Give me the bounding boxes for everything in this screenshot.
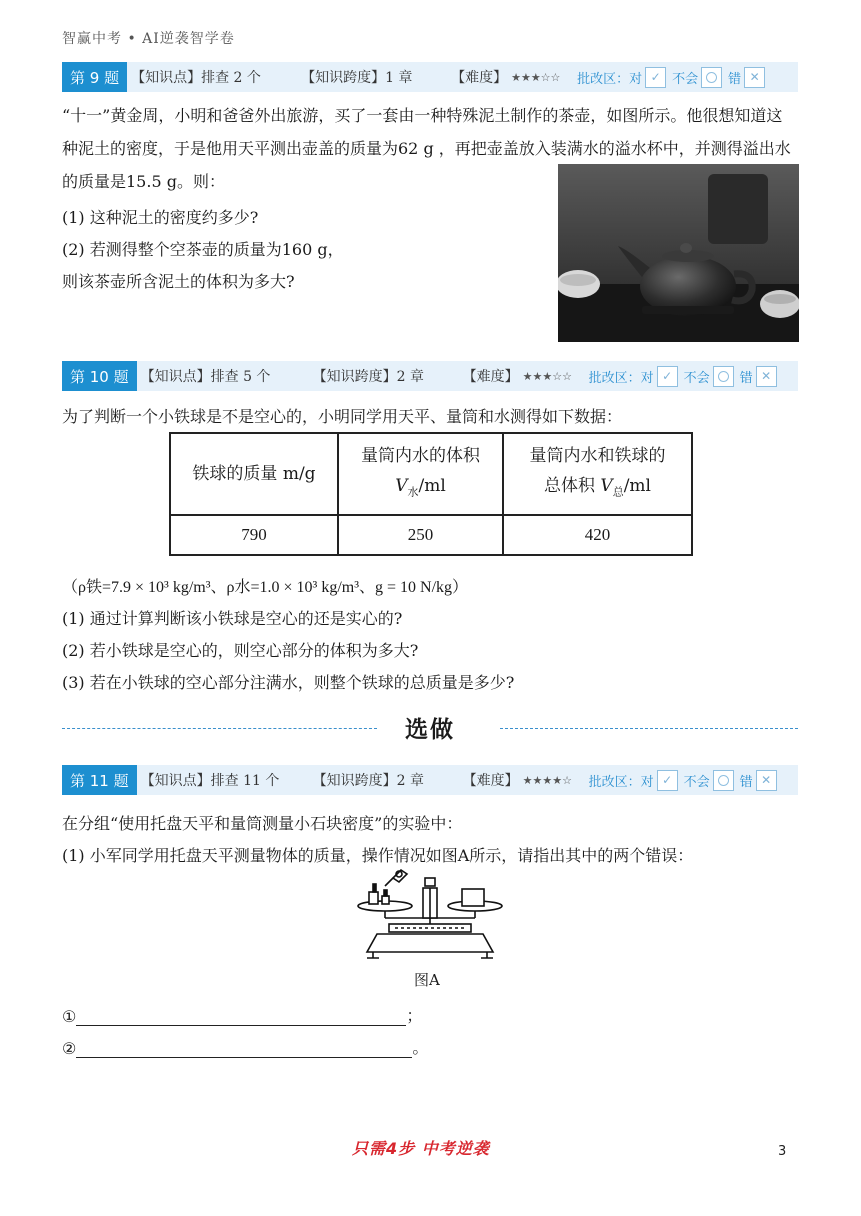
q11-intro: 在分组“使用托盘天平和量筒测量小石块密度”的实验中： <box>62 814 463 833</box>
difficulty-stars: ★★★★☆ <box>522 773 572 787</box>
balance-diagram <box>355 862 505 966</box>
difficulty-stars: ★★★☆☆ <box>522 369 572 383</box>
table-header-total-volume: 量筒内水和铁球的 总体积 $V_总/ml$ <box>503 433 692 515</box>
grading-unsure-label: 不会 <box>683 774 710 790</box>
difficulty-stars: ★★★☆☆ <box>511 70 561 84</box>
teapot-photo <box>558 164 799 342</box>
page-number: 3 <box>778 1144 787 1159</box>
difficulty-label: 【难度】 <box>462 773 519 789</box>
grading-right-label: 对 <box>629 71 643 87</box>
q11-span: 【知识跨度】2 章 <box>312 773 424 789</box>
question-10-bar <box>62 361 798 391</box>
grading-label: 批改区： <box>577 71 630 87</box>
grading-right-label: 对 <box>640 370 654 386</box>
q10-knowledge: 【知识点】排查 5 个 <box>140 369 271 385</box>
grading-label: 批改区： <box>588 774 641 790</box>
grading-area <box>589 770 783 791</box>
table-cell-mass: 790 <box>170 515 338 555</box>
grading-area <box>577 67 771 88</box>
q9-difficulty <box>451 67 577 87</box>
cross-icon[interactable]: ✕ <box>756 366 777 387</box>
q11-difficulty <box>463 770 589 790</box>
q10-intro: 为了判断一个小铁球是不是空心的，小明同学用天平、量筒和水测得如下数据： <box>62 407 623 426</box>
q11-knowledge: 【知识点】排查 11 个 <box>140 773 280 789</box>
grading-label: 批改区： <box>588 370 641 386</box>
answer-line-1[interactable] <box>76 1008 406 1026</box>
q9-sub3: 则该茶壶所含泥土的体积为多大? <box>62 272 295 291</box>
question-11-number: 第 11 题 <box>62 765 137 795</box>
divider-right <box>500 728 798 729</box>
divider-left <box>62 728 377 729</box>
grading-wrong-label: 错 <box>739 370 753 386</box>
q11-sub1: (1) 小军同学用托盘天平测量物体的质量，操作情况如图A所示，请指出其中的两个错误： <box>62 846 694 865</box>
grading-wrong-label: 错 <box>728 71 742 87</box>
circle-icon[interactable] <box>713 366 734 387</box>
question-9-bar <box>62 62 798 92</box>
answer-line-2[interactable] <box>76 1040 412 1058</box>
grading-right-label: 对 <box>640 774 654 790</box>
table-cell-water-volume: 250 <box>338 515 503 555</box>
cross-icon[interactable]: ✕ <box>744 67 765 88</box>
check-icon[interactable]: ✓ <box>657 366 678 387</box>
table-header-mass: 铁球的质量 m/g <box>170 433 338 515</box>
q10-sub1: (1) 通过计算判断该小铁球是空心的还是实心的? <box>62 609 403 628</box>
data-table <box>169 432 693 556</box>
grading-unsure-label: 不会 <box>683 370 710 386</box>
cross-icon[interactable]: ✕ <box>756 770 777 791</box>
table-header-water-volume: 量筒内水的体积 $V_水/ml$ <box>338 433 503 515</box>
answer-blank-1[interactable]: ① ； <box>62 1006 423 1026</box>
answer-blank-2[interactable]: ② 。 <box>62 1038 429 1058</box>
table-cell-total-volume: 420 <box>503 515 692 555</box>
table-header-row <box>170 433 692 515</box>
table-row <box>170 515 692 555</box>
circle-icon[interactable] <box>701 67 722 88</box>
question-9-number: 第 9 题 <box>62 62 127 92</box>
header-title: 智赢中考 • AI逆袭智学卷 <box>62 31 235 47</box>
q10-difficulty <box>463 366 589 386</box>
q10-constants: （ρ铁=7.9 × 10³ kg/m³、ρ水=1.0 × 10³ kg/m³、g = 10 N/kg） <box>62 579 469 596</box>
footer-logo: 只需4步 中考逆袭 <box>352 1139 490 1158</box>
figure-caption: 图A <box>414 971 440 989</box>
check-icon[interactable]: ✓ <box>657 770 678 791</box>
grading-wrong-label: 错 <box>739 774 753 790</box>
q9-sub1: (1) 这种泥土的密度约多少? <box>62 208 259 227</box>
difficulty-label: 【难度】 <box>451 70 508 86</box>
check-icon[interactable]: ✓ <box>645 67 666 88</box>
question-10-number: 第 10 题 <box>62 361 137 391</box>
difficulty-label: 【难度】 <box>462 369 519 385</box>
question-11-bar <box>62 765 798 795</box>
q9-text: “十一”黄金周，小明和爸爸外出旅游，买了一套由一种特殊泥土制作的茶壶，如图所示。他很想知道这种泥土的密度，于是他用天平测出壶盖的质量为62 g ，再把壶盖放入装满水的溢水杯中，并测得溢出水的质量是15.5 g。则： <box>62 106 791 191</box>
q10-span: 【知识跨度】2 章 <box>312 369 424 385</box>
section-title: 选做 <box>405 717 455 743</box>
q10-sub2: (2) 若小铁球是空心的，则空心部分的体积为多大? <box>62 641 419 660</box>
q9-span: 【知识跨度】1 章 <box>301 70 413 86</box>
q9-sub2: (2) 若测得整个空茶壶的质量为160 g， <box>62 240 344 259</box>
circle-icon[interactable] <box>713 770 734 791</box>
q10-sub3: (3) 若在小铁球的空心部分注满水，则整个铁球的总质量是多少? <box>62 673 515 692</box>
grading-unsure-label: 不会 <box>672 71 699 87</box>
q9-knowledge: 【知识点】排查 2 个 <box>131 70 261 86</box>
grading-area <box>589 366 783 387</box>
